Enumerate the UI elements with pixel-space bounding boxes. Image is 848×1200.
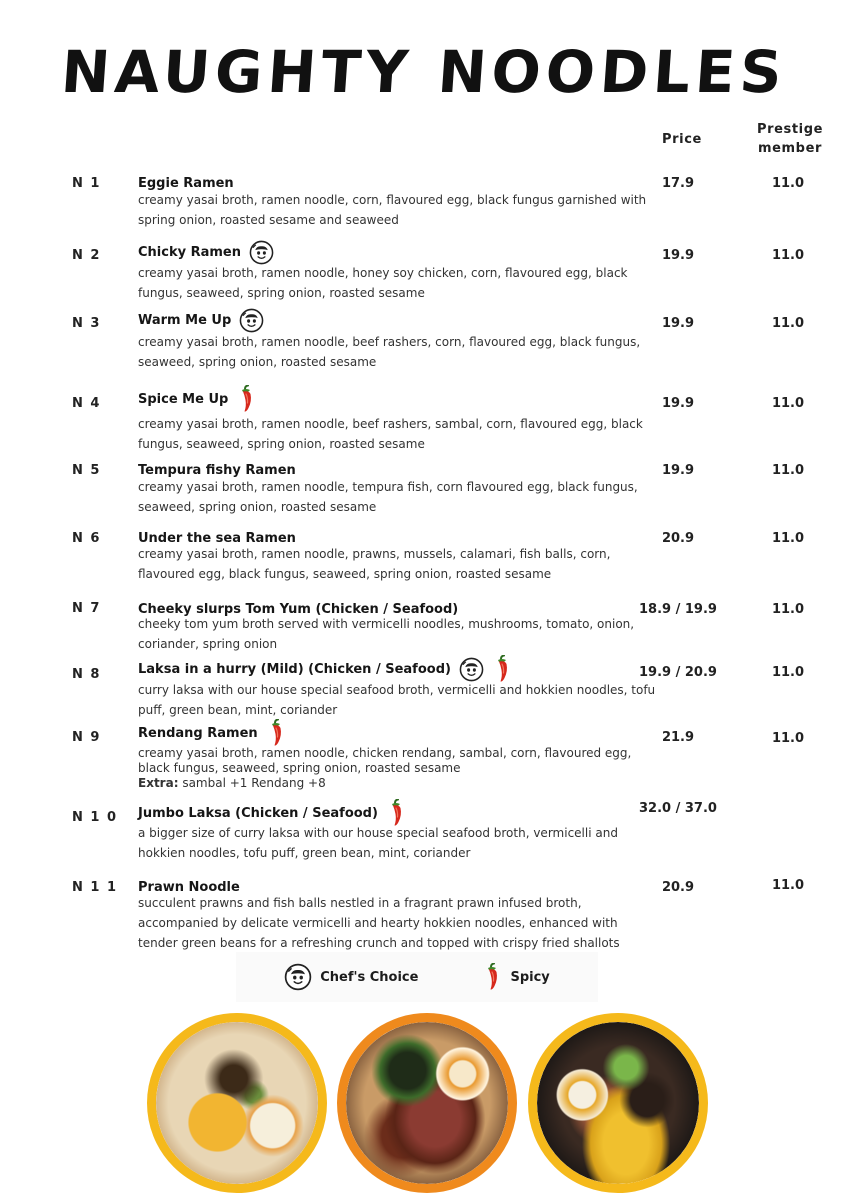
item-name: Warm Me Up [138, 306, 264, 334]
item-price: 21.9 [661, 730, 695, 745]
extra-label: Extra: [138, 776, 179, 790]
item-code: N 7 [72, 601, 101, 616]
chef-choice-icon [239, 308, 264, 333]
item-name: Jumbo Laksa (Chicken / Seafood) [138, 798, 406, 828]
chili-icon [266, 719, 286, 747]
item-member-price: 11.0 [771, 463, 805, 478]
extra-text: sambal +1 Rendang +8 [178, 776, 326, 790]
legend-spicy-label: Spicy [510, 969, 550, 985]
item-code: N 1 1 [72, 880, 118, 895]
item-code: N 2 [72, 248, 101, 263]
item-member-price: 11.0 [771, 665, 805, 680]
item-price: 19.9 [661, 396, 695, 411]
ramen-photo-dark [528, 1013, 708, 1193]
item-member-price: 11.0 [771, 316, 805, 331]
item-price: 19.9 [661, 316, 695, 331]
item-description: creamy yasai broth, ramen noodle, tempura fish, corn flavoured egg, black fungus, seaweed, spring onion, roasted sesame [138, 480, 638, 514]
item-code: N 8 [72, 667, 101, 682]
item-price: 19.9 [661, 248, 695, 263]
chef-choice-icon [284, 963, 312, 991]
item-member-price: 11.0 [771, 396, 805, 411]
chef-choice-icon [249, 240, 274, 265]
item-name: Rendang Ramen [138, 718, 286, 748]
chef-choice-icon [459, 657, 484, 682]
item-price: 19.9 [661, 463, 695, 478]
item-description: creamy yasai broth, ramen noodle, corn, flavoured egg, black fungus garnished with spring onion, roasted sesame and seaweed [138, 193, 647, 227]
item-name: Under the sea Ramen [138, 531, 296, 546]
item-price: 32.0 / 37.0 [639, 801, 717, 816]
item-name: Spice Me Up [138, 384, 256, 414]
legend-chef-label: Chef's Choice [320, 969, 419, 985]
item-description: curry laksa with our house special seafood broth, vermicelli and hokkien noodles, tofu puff, green bean, mint, coriander [138, 683, 656, 717]
item-description: creamy yasai broth, ramen noodle, honey soy chicken, corn, flavoured egg, black fungus, seaweed, spring onion, roasted sesame [138, 266, 628, 300]
item-description: a bigger size of curry laksa with our house special seafood broth, vermicelli and hokkien noodles, tofu puff, green bean, mint, coriander [138, 826, 618, 860]
item-name: Prawn Noodle [138, 880, 240, 895]
item-price: 18.9 / 19.9 [639, 602, 717, 617]
chili-icon [482, 963, 502, 991]
item-member-price: 11.0 [771, 176, 805, 191]
item-name: Laksa in a hurry (Mild) (Chicken / Seafood) [138, 654, 512, 684]
item-code: N 3 [72, 316, 101, 331]
ramen-photo-beef [337, 1013, 517, 1193]
item-name: Cheeky slurps Tom Yum (Chicken / Seafood) [138, 602, 459, 617]
item-code: N 4 [72, 396, 101, 411]
item-description: cheeky tom yum broth served with vermicelli noodles, mushrooms, tomato, onion, coriander, spring onion [138, 617, 635, 651]
item-description: creamy yasai broth, ramen noodle, chicken rendang, sambal, corn, flavoured egg, black fungus, seaweed, spring onion, roasted sesame Extra: sambal +1 Rendang +8 [138, 746, 632, 790]
ramen-photo-creamy [147, 1013, 327, 1193]
item-price: 20.9 [661, 531, 695, 546]
item-code: N 5 [72, 463, 101, 478]
item-price: 20.9 [661, 880, 695, 895]
item-code: N 9 [72, 730, 101, 745]
item-code: N 1 [72, 176, 101, 191]
item-description: creamy yasai broth, ramen noodle, beef rashers, sambal, corn, flavoured egg, black fungus, seaweed, spring onion, roasted sesame [138, 417, 643, 451]
item-description: creamy yasai broth, ramen noodle, beef rashers, corn, flavoured egg, black fungus, seaweed, spring onion, roasted sesame [138, 335, 641, 369]
item-name: Tempura fishy Ramen [138, 463, 296, 478]
item-price: 19.9 / 20.9 [639, 665, 717, 680]
item-member-price: 11.0 [771, 602, 805, 617]
item-member-price: 11.0 [771, 531, 805, 546]
item-name: Chicky Ramen [138, 238, 274, 266]
item-code: N 1 0 [72, 810, 118, 825]
price-column-header: Price [662, 132, 702, 147]
item-description: creamy yasai broth, ramen noodle, prawns, mussels, calamari, fish balls, corn, flavoured egg, black fungus, seaweed, spring onion, roasted sesame [138, 547, 611, 581]
item-name: Eggie Ramen [138, 176, 234, 191]
chili-icon [492, 655, 512, 683]
item-code: N 6 [72, 531, 101, 546]
legend-chef-choice [284, 963, 418, 991]
member-column-header: Prestige member [756, 122, 824, 156]
page-title: NAUGHTY NOODLES [58, 38, 790, 106]
item-description: succulent prawns and fish balls nestled in a fragrant prawn infused broth, accompanied by delicate vermicelli and hearty hokkien noodles, enhanced with tender green beans for a refreshing crunch and topped with crispy fried shallots [138, 896, 620, 950]
item-member-price: 11.0 [771, 731, 805, 746]
legend-spicy [482, 963, 549, 991]
item-price: 17.9 [661, 176, 695, 191]
item-member-price: 11.0 [771, 248, 805, 263]
chili-icon [236, 385, 256, 413]
legend [236, 952, 598, 1002]
item-member-price: 11.0 [771, 878, 805, 893]
